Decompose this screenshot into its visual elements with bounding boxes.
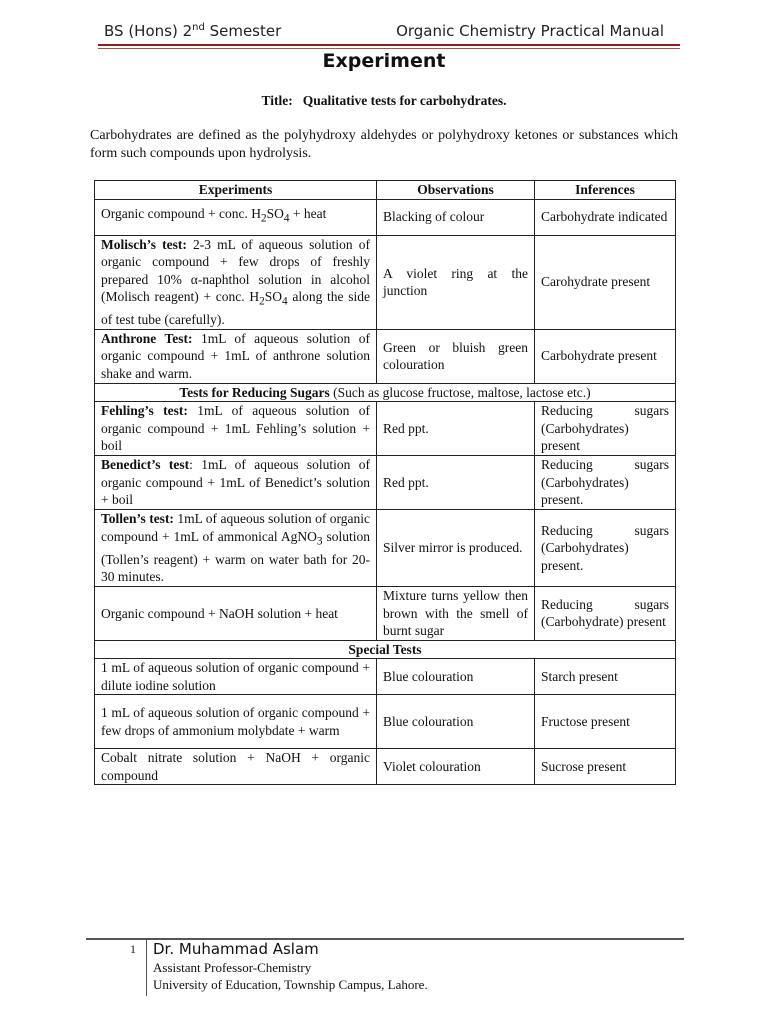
document-title	[0, 93, 768, 109]
inference-cell: Reducing sugars (Carbohydrates) present.	[535, 456, 676, 510]
header-rule	[98, 44, 680, 46]
inference-cell: Sucrose present	[535, 749, 676, 785]
observation-cell: Mixture turns yellow then brown with the smell of burnt sugar	[377, 586, 535, 640]
inference-cell: Starch present	[535, 659, 676, 695]
header-manual-title: Organic Chemistry Practical Manual	[396, 22, 664, 40]
observation-cell: Violet colouration	[377, 749, 535, 785]
title-text: Qualitative tests for carbohydrates.	[302, 93, 507, 108]
inference-cell: Carbohydrate indicated	[535, 199, 676, 235]
observation-cell: Red ppt.	[377, 456, 535, 510]
header-rule-thin	[98, 48, 680, 49]
footer-university: University of Education, Township Campus, Lahore.	[153, 977, 428, 992]
table-row	[95, 695, 676, 749]
observation-cell: Blue colouration	[377, 659, 535, 695]
page-number: 1	[130, 942, 136, 956]
col-header-observations: Observations	[377, 181, 535, 200]
experiment-cell: Organic compound + NaOH solution + heat	[95, 586, 377, 640]
experiment-cell: 1 mL of aqueous solution of organic compound + few drops of ammonium molybdate + warm	[95, 695, 377, 749]
experiment-cell: Molisch’s test: 2-3 mL of aqueous solution of organic compound + few drops of freshly prepared 10% α-naphthol solution in alcohol (Molisch reagent) + conc. $H_2SO_4$ along the side of test tube (carefully).	[95, 235, 377, 329]
table-row	[95, 456, 676, 510]
section-heading: Tests for Reducing Sugars (Such as glucose fructose, maltose, lactose etc.)	[95, 383, 676, 402]
footer-divider	[146, 938, 147, 996]
table-row	[95, 402, 676, 456]
test-name: Anthrone Test:	[101, 330, 193, 346]
table-row	[95, 749, 676, 785]
test-name: Benedict’s test	[101, 457, 190, 473]
inference-cell: Carbohydrate present	[535, 329, 676, 383]
title-label: Title:	[261, 93, 293, 108]
observation-cell: Green or bluish green colouration	[377, 329, 535, 383]
inference-cell: Reducing sugars (Carbohydrate) present	[535, 586, 676, 640]
table-header-row	[95, 181, 676, 200]
table-row	[95, 586, 676, 640]
col-header-inferences: Inferences	[535, 181, 676, 200]
inference-cell: Carohydrate present	[535, 235, 676, 329]
table-row	[95, 235, 676, 329]
experiment-cell: Fehling’s test: 1mL of aqueous solution of organic compound + 1mL Fehling’s solution + boil	[95, 402, 377, 456]
experiment-cell: Tollen’s test: 1mL of aqueous solution of organic compound + 1mL of ammonical AgNO$_3$ solution (Tollen’s reagent) + warm on water bath for 20-30 minutes.	[95, 510, 377, 587]
footer-author: Dr. Muhammad Aslam	[153, 940, 319, 958]
table-row	[95, 659, 676, 695]
section-row	[95, 640, 676, 659]
table-row	[95, 329, 676, 383]
test-name: Fehling’s test:	[101, 403, 188, 419]
tests-table	[94, 180, 676, 785]
experiment-cell: Cobalt nitrate solution + NaOH + organic compound	[95, 749, 377, 785]
section-row	[95, 383, 676, 402]
col-header-experiments: Experiments	[95, 181, 377, 200]
test-name: Molisch’s test:	[101, 236, 187, 252]
experiment-cell: Benedict’s test: 1mL of aqueous solution of organic compound + 1mL of Benedict’s solution + boil	[95, 456, 377, 510]
observation-cell: Blue colouration	[377, 695, 535, 749]
intro-paragraph: Carbohydrates are defined as the polyhydroxy aldehydes or polyhydroxy ketones or substances which form such compounds upon hydrolysis.	[90, 128, 678, 161]
footer-role: Assistant Professor-Chemistry	[153, 960, 312, 975]
experiment-cell: 1 mL of aqueous solution of organic compound + dilute iodine solution	[95, 659, 377, 695]
header-program: BS (Hons) 2nd Semester	[104, 22, 282, 40]
table-row	[95, 510, 676, 587]
experiment-cell: Organic compound + conc. $H_2SO_4$ + heat	[95, 199, 377, 235]
experiment-heading: Experiment	[322, 50, 446, 72]
inference-cell: Reducing sugars (Carbohydrates) present.	[535, 510, 676, 587]
inference-cell: Fructose present	[535, 695, 676, 749]
observation-cell: A violet ring at the junction	[377, 235, 535, 329]
observation-cell: Silver mirror is produced.	[377, 510, 535, 587]
observation-cell: Red ppt.	[377, 402, 535, 456]
section-heading: Special Tests	[95, 640, 676, 659]
observation-cell: Blacking of colour	[377, 199, 535, 235]
table-row	[95, 199, 676, 235]
page-header	[104, 22, 664, 44]
test-name: Tollen’s test:	[101, 511, 174, 527]
experiment-cell: Anthrone Test: 1mL of aqueous solution of organic compound + 1mL of anthrone solution shake and warm.	[95, 329, 377, 383]
inference-cell: Reducing sugars (Carbohydrates) present	[535, 402, 676, 456]
